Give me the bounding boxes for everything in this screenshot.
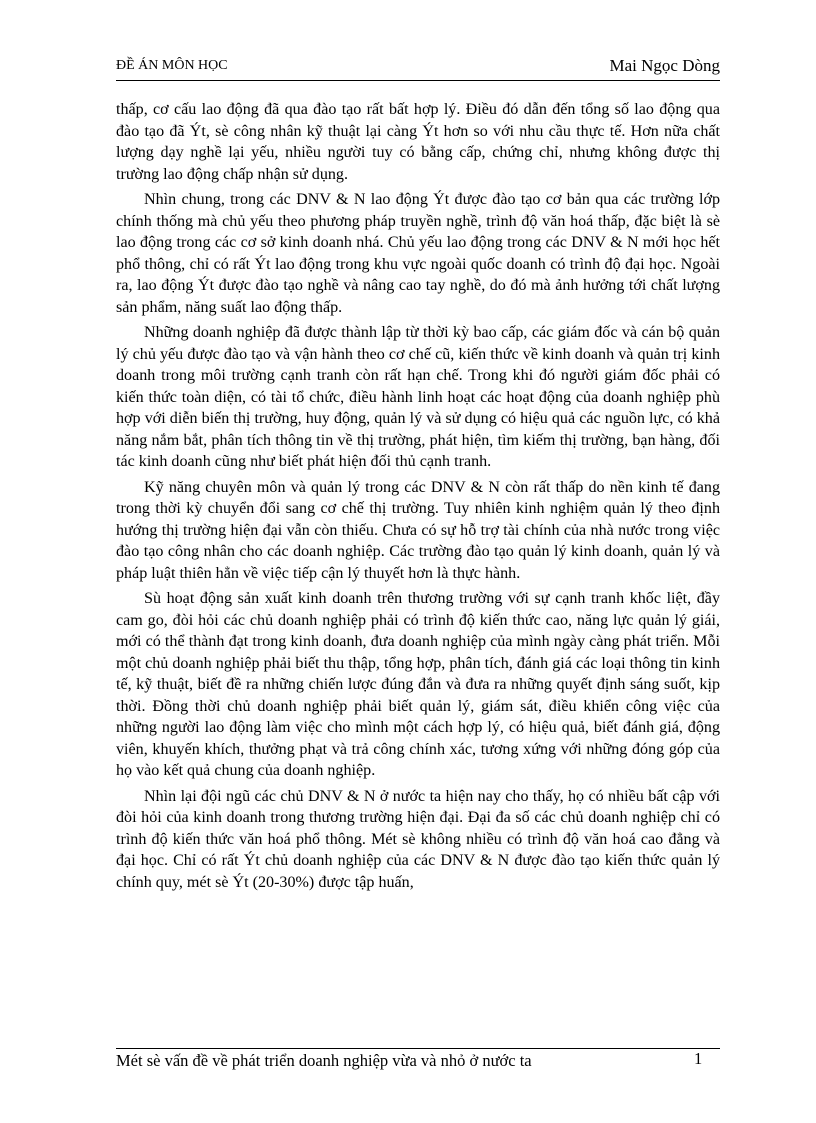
paragraph-4: Kỹ năng chuyên môn và quản lý trong các DNV & N còn rất thấp do nền kinh tế đang trong thời kỳ chuyển đổi sang cơ chế thị trường. Tuy nhiên kinh nghiệm quản lý theo định hướng thị trường hiện đại vẫn còn thiếu. Chưa có sự hỗ trợ tài chính của nhà nước trong việc đào tạo công nhân cho các doanh nghiệp. Các trường đào tạo quản lý kinh doanh, quản lý và pháp luật thiên hẳn về việc tiếp cận lý thuyết hơn là thực hành. [116, 478, 720, 582]
paragraph-1: thấp, cơ cấu lao động đã qua đào tạo rất bất hợp lý. Điều đó dẫn đến tổng số lao động qua đào tạo đã Ýt, sè công nhân kỹ thuật lại càng Ýt hơn so với nhu cầu thực tế. Hơn nữa chất lượng dạy nghề lại yếu, nhiều người tuy có bằng cấp, chứng chỉ, nhưng không được thị trường lao động chấp nhận sử dụng. [116, 101, 720, 183]
header-title: ĐỀ ÁN MÔN HỌC [116, 58, 228, 73]
header-rule [116, 80, 720, 81]
paragraph-5: Sù hoạt động sản xuất kinh doanh trên thương trường với sự cạnh tranh khốc liệt, đầy cam go, đòi hỏi các chủ doanh nghiệp phải có trình độ kiến thức cao, năng lực quản lý giái, mới có thể thành đạt trong kinh doanh, đưa doanh nghiệp của mình ngày càng phát triển. Mỗi một chủ doanh nghiệp phải biết thu thập, tổng hợp, phân tích, đánh giá các loại thông tin kinh tế, kỹ thuật, biết đề ra những chiến lược đúng đắn và đưa ra những quyết định sáng suốt, kịp thời. Đồng thời chủ doanh nghiệp phải biết quản lý, giám sát, điều khiển công việc của những người lao động làm việc cho mình một cách hợp lý, có hiệu quả, biết đánh giá, động viên, khuyến khích, thưởng phạt và trả công chính xác, tương xứng với những đóng góp của họ vào kết quả chung của doanh nghiệp. [116, 590, 720, 779]
page-footer [116, 1049, 720, 1073]
page-header [116, 54, 720, 80]
body-text [116, 99, 720, 897]
page-number: 1 [694, 1049, 703, 1068]
footer-title: Mét sè vấn đề về phát triển doanh nghiệp vừa và nhỏ ở nước ta [116, 1051, 532, 1070]
paragraph-3: Những doanh nghiệp đã được thành lập từ thời kỳ bao cấp, các giám đốc và cán bộ quản lý chủ yếu được đào tạo và vận hành theo cơ chế cũ, kiến thức về kinh doanh và quản trị kinh doanh trong môi trường cạnh tranh còn rất hạn chế. Trong khi đó người giám đốc phải có kiến thức toàn diện, có tài tổ chức, điều hành linh hoạt các hoạt động của doanh nghiệp phù hợp với diễn biến thị trường, huy động, quản lý và sử dụng có hiệu quả các nguồn lực, có khả năng nắm bắt, phân tích thông tin về thị trường, phát hiện, tìm kiếm thị trường, bạn hàng, đối tác kinh doanh cũng như biết phát hiện đối thủ cạnh tranh. [116, 324, 720, 470]
paragraph-2: Nhìn chung, trong các DNV & N lao động Ýt được đào tạo cơ bản qua các trường lớp chính thống mà chủ yếu theo phương pháp truyền nghề, trình độ văn hoá thấp, đặc biệt là sè lao động trong các cơ sở kinh doanh nhá. Chủ yếu lao động trong các DNV & N mới học hết phổ thông, chỉ có rất Ýt lao động trong khu vực ngoài quốc doanh có trình độ đại học. Ngoài ra, lao động Ýt được đào tạo nghề và nâng cao tay nghề, do đó mà ảnh hưởng tới chất lượng sản phẩm, năng suất lao động thấp. [116, 191, 720, 316]
paragraph-6: Nhìn lại đội ngũ các chủ DNV & N ở nước ta hiện nay cho thấy, họ có nhiều bất cập với đòi hỏi của kinh doanh trong thương trường hiện đại. Đại đa số các chủ doanh nghiệp chỉ có trình độ kiến thức văn hoá phổ thông. Mét sè không nhiều có trình độ văn hoá cao đẳng và đại học. Chỉ có rất Ýt chủ doanh nghiệp của các DNV & N được đào tạo kiến thức quản lý chính quy, mét sè Ýt (20-30%) được tập huấn, [116, 787, 720, 891]
header-author: Mai Ngọc Dòng [609, 56, 720, 75]
